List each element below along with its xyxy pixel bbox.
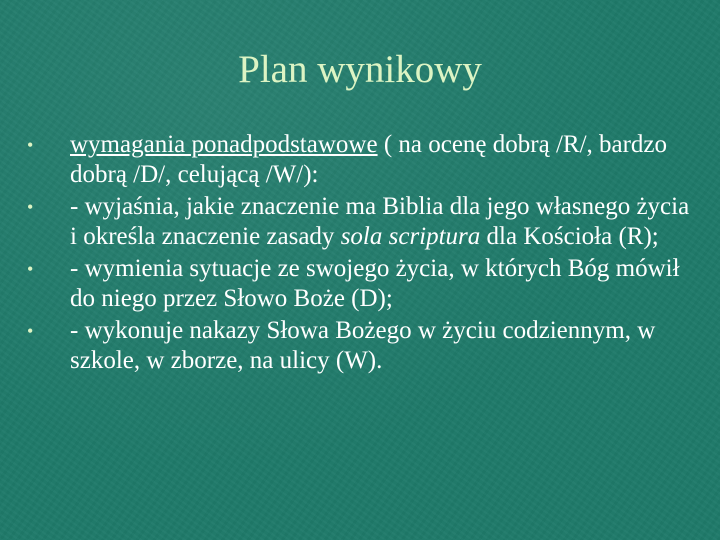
bullet-list [22, 130, 702, 378]
bullet-item-commands [22, 316, 702, 376]
bible-meaning-text-end: dla Kościoła (R); [480, 223, 659, 250]
requirements-heading: wymagania ponadpodstawowe [70, 131, 378, 158]
bible-meaning-text: - wyjaśnia, jakie znaczenie ma Biblia dla jego własnego życia i określa znaczenie zasady [70, 193, 690, 250]
bullet-item-bible-meaning [22, 192, 702, 252]
requirements-grades-text: ( na ocenę dobrą /R/, bardzo dobrą /D/, celującą /W/): [70, 131, 668, 188]
bullet-item-requirements [22, 130, 702, 190]
slide-title: Plan wynikowy [238, 48, 482, 91]
bullet-item-life-situations [22, 254, 702, 314]
commands-text: - wykonuje nakazy Słowa Bożego w życiu codziennym, w szkole, w zborze, na ulicy (W). [70, 317, 656, 374]
bullet-icon: • [27, 321, 34, 341]
life-situations-text: - wymienia sytuacje ze swojego życia, w których Bóg mówił do niego przez Słowo Boże (D); [70, 255, 680, 312]
bullet-icon: • [27, 197, 34, 217]
sola-scriptura-term: sola scriptura [340, 223, 481, 250]
bullet-icon: • [27, 135, 34, 155]
bullet-icon: • [27, 259, 34, 279]
